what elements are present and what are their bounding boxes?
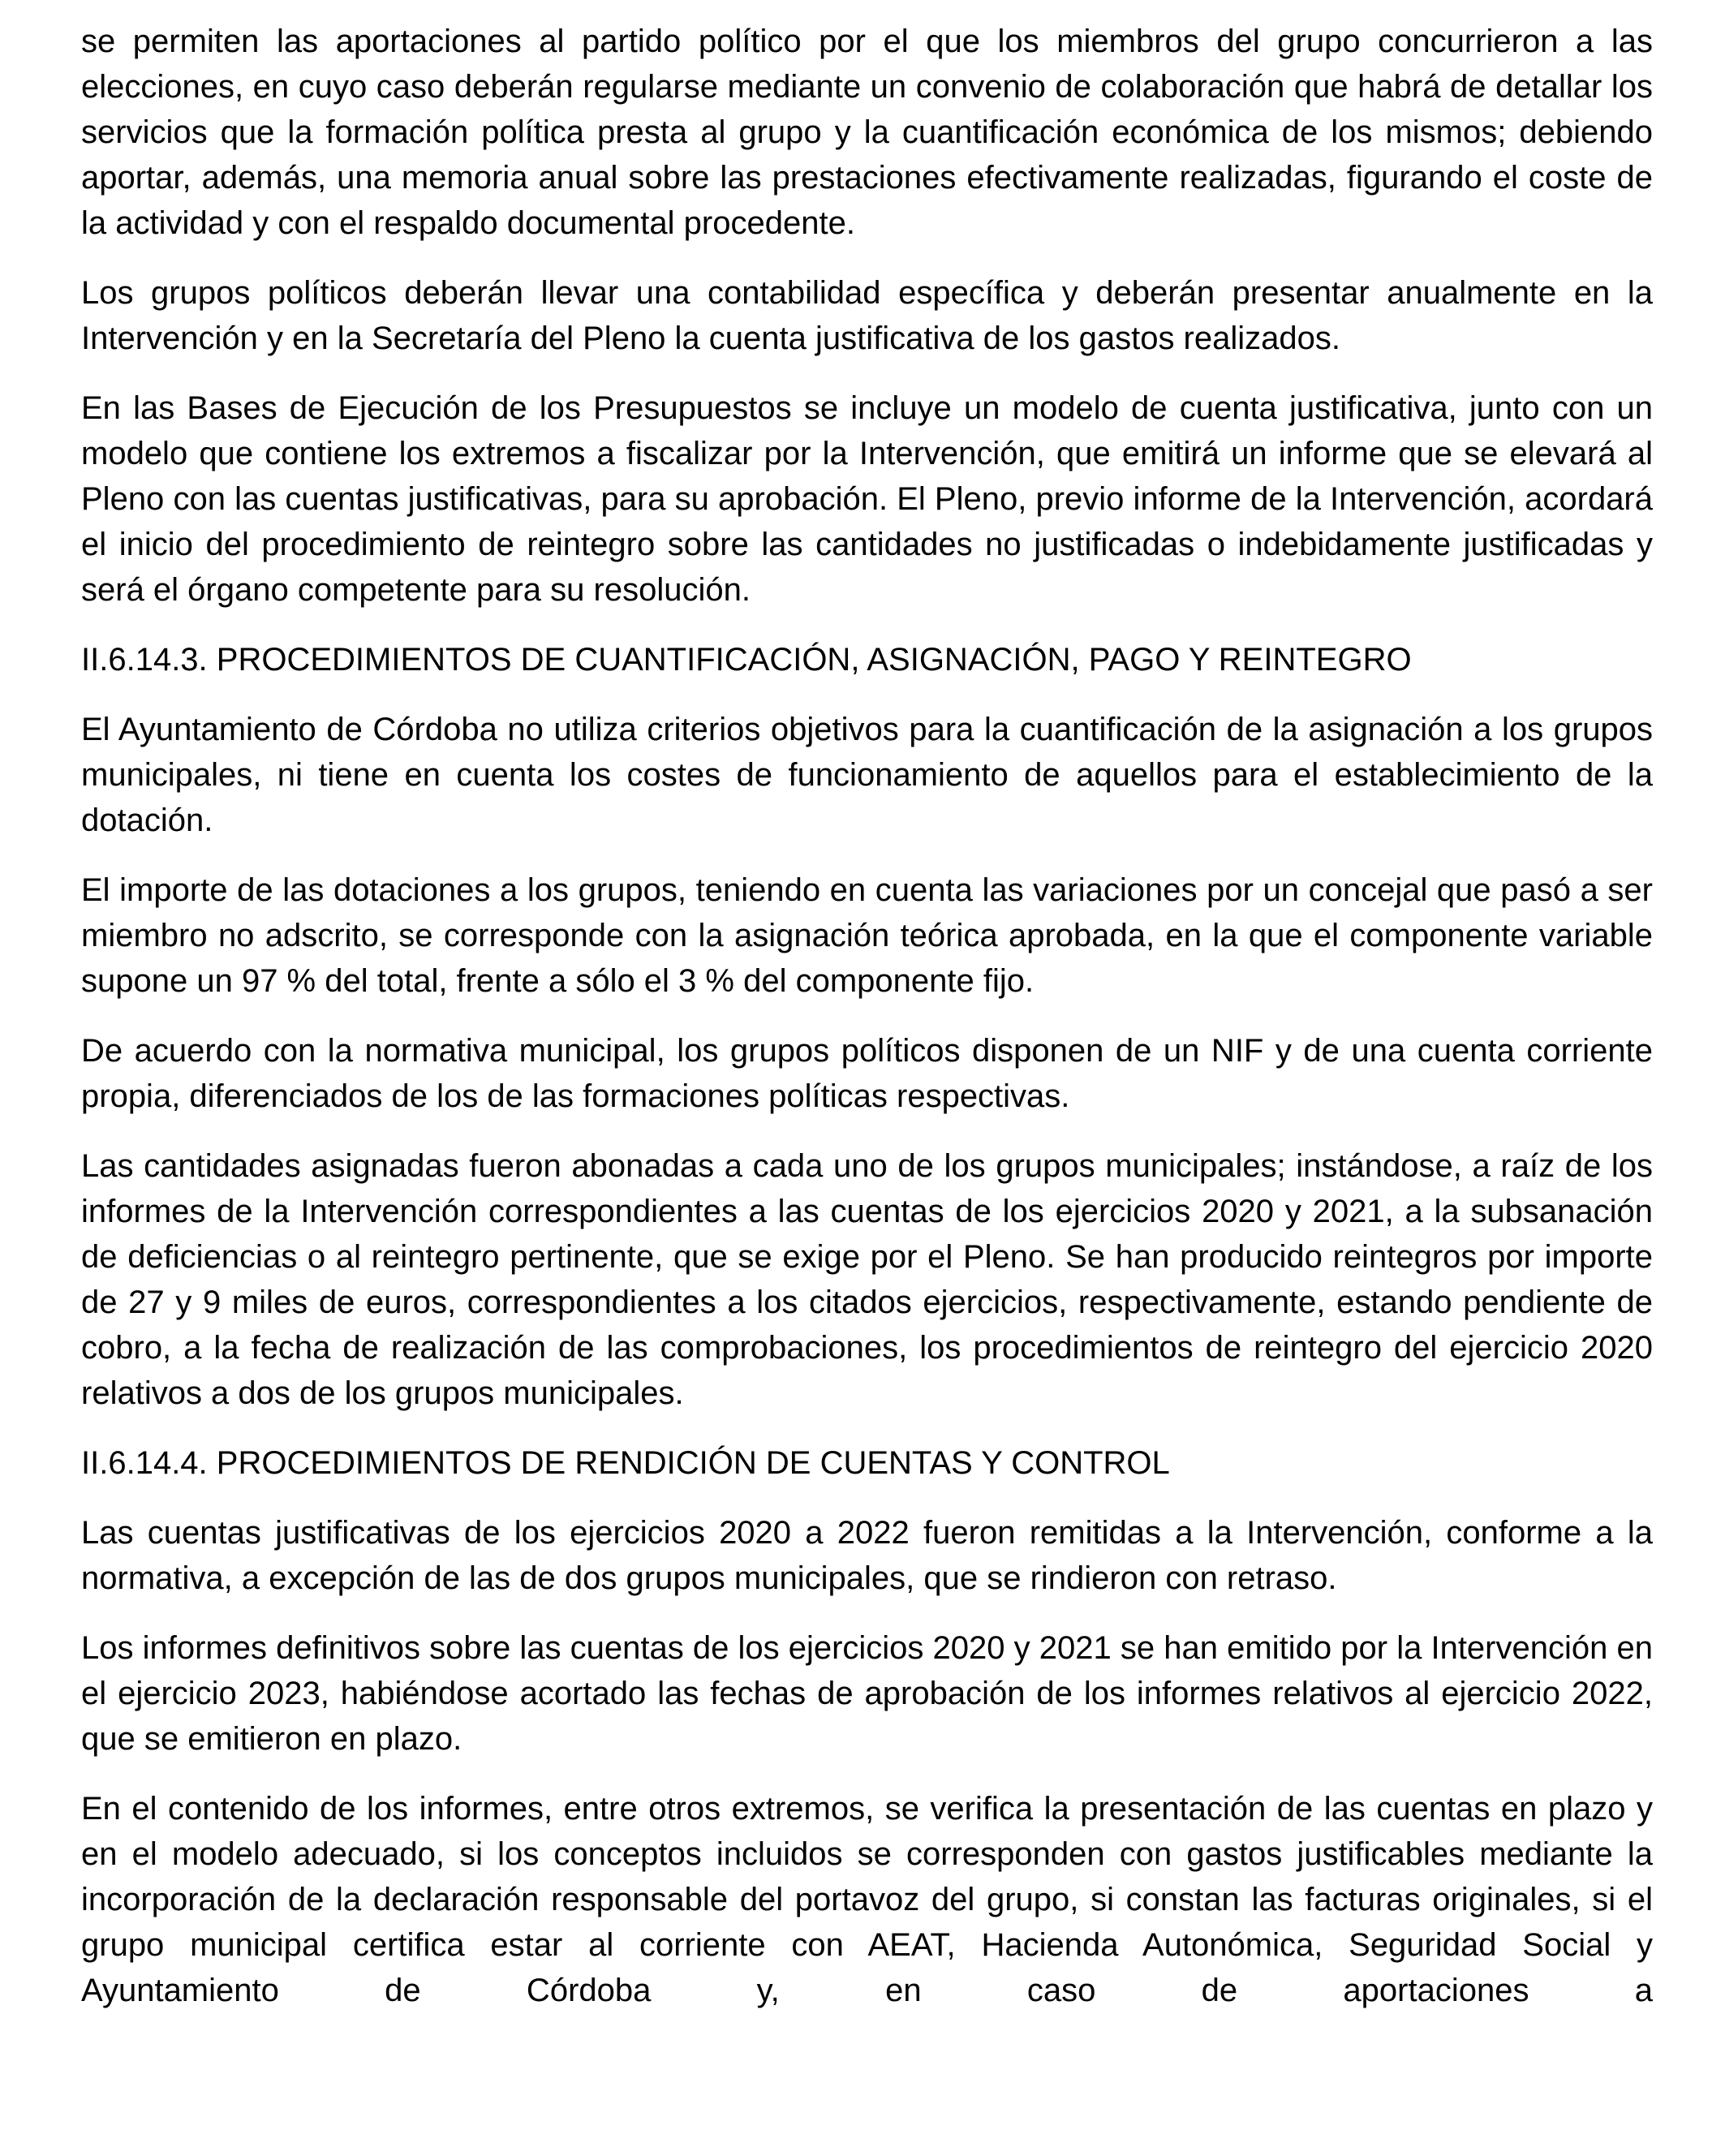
paragraph: El Ayuntamiento de Córdoba no utiliza criterios objetivos para la cuantificación de la asignación a los grupos municipales, ni tiene en cuenta los costes de funcionamiento de aquellos para el establecimiento de la dotación.	[81, 712, 1653, 838]
paragraph: Los informes definitivos sobre las cuentas de los ejercicios 2020 y 2021 se han emitido por la Intervención en el ejercicio 2023, habiéndose acortado las fechas de aprobación de los informes relativos al ejercicio 2022, que se emitieron en plazo.	[81, 1630, 1653, 1757]
section-heading: II.6.14.3. PROCEDIMIENTOS DE CUANTIFICACIÓN, ASIGNACIÓN, PAGO Y REINTEGRO	[81, 642, 1412, 678]
paragraph: En el contenido de los informes, entre otros extremos, se verifica la presentación de las cuentas en plazo y en el modelo adecuado, si los conceptos incluidos se corresponden con gastos justificables mediante la incorporación de la declaración responsable del portavoz del grupo, si constan las facturas originales, si el grupo municipal certifica estar al corriente con AEAT, Hacienda Autonómica, Seguridad Social y Ayuntamiento de Córdoba y, en caso de aportaciones a	[81, 1791, 1653, 2008]
paragraph: En las Bases de Ejecución de los Presupuestos se incluye un modelo de cuenta justificativa, junto con un modelo que contiene los extremos a fiscalizar por la Intervención, que emitirá un informe que se elevará al Pleno con las cuentas justificativas, para su aprobación. El Pleno, previo informe de la Intervención, acordará el inicio del procedimiento de reintegro sobre las cantidades no justificadas o indebidamente justificadas y será el órgano competente para su resolución.	[81, 390, 1653, 608]
paragraph: Los grupos políticos deberán llevar una contabilidad específica y deberán presentar anualmente en la Intervención y en la Secretaría del Pleno la cuenta justificativa de los gastos realizados.	[81, 275, 1653, 356]
paragraph: se permiten las aportaciones al partido político por el que los miembros del grupo concurrieron a las elecciones, en cuyo caso deberán regularse mediante un convenio de colaboración que habrá de detallar los servicios que la formación política presta al grupo y la cuantificación económica de los mismos; debiendo aportar, además, una memoria anual sobre las prestaciones efectivamente realizadas, figurando el coste de la actividad y con el respaldo documental procedente.	[81, 24, 1653, 241]
section-heading: II.6.14.4. PROCEDIMIENTOS DE RENDICIÓN DE CUENTAS Y CONTROL	[81, 1445, 1170, 1481]
paragraph: De acuerdo con la normativa municipal, los grupos políticos disponen de un NIF y de una cuenta corriente propia, diferenciados de los de las formaciones políticas respectivas.	[81, 1033, 1653, 1114]
paragraph: El importe de las dotaciones a los grupos, teniendo en cuenta las variaciones por un concejal que pasó a ser miembro no adscrito, se corresponde con la asignación teórica aprobada, en la que el componente variable supone un 97 % del total, frente a sólo el 3 % del componente fijo.	[81, 872, 1653, 999]
paragraph: Las cantidades asignadas fueron abonadas a cada uno de los grupos municipales; instándose, a raíz de los informes de la Intervención correspondientes a las cuentas de los ejercicios 2020 y 2021, a la subsanación de deficiencias o al reintegro pertinente, que se exige por el Pleno. Se han producido reintegros por importe de 27 y 9 miles de euros, correspondientes a los citados ejercicios, respectivamente, estando pendiente de cobro, a la fecha de realización de las comprobaciones, los procedimientos de reintegro del ejercicio 2020 relativos a dos de los grupos municipales.	[81, 1148, 1653, 1411]
paragraph: Las cuentas justificativas de los ejercicios 2020 a 2022 fueron remitidas a la Intervención, conforme a la normativa, a excepción de las de dos grupos municipales, que se rindieron con retraso.	[81, 1515, 1653, 1596]
